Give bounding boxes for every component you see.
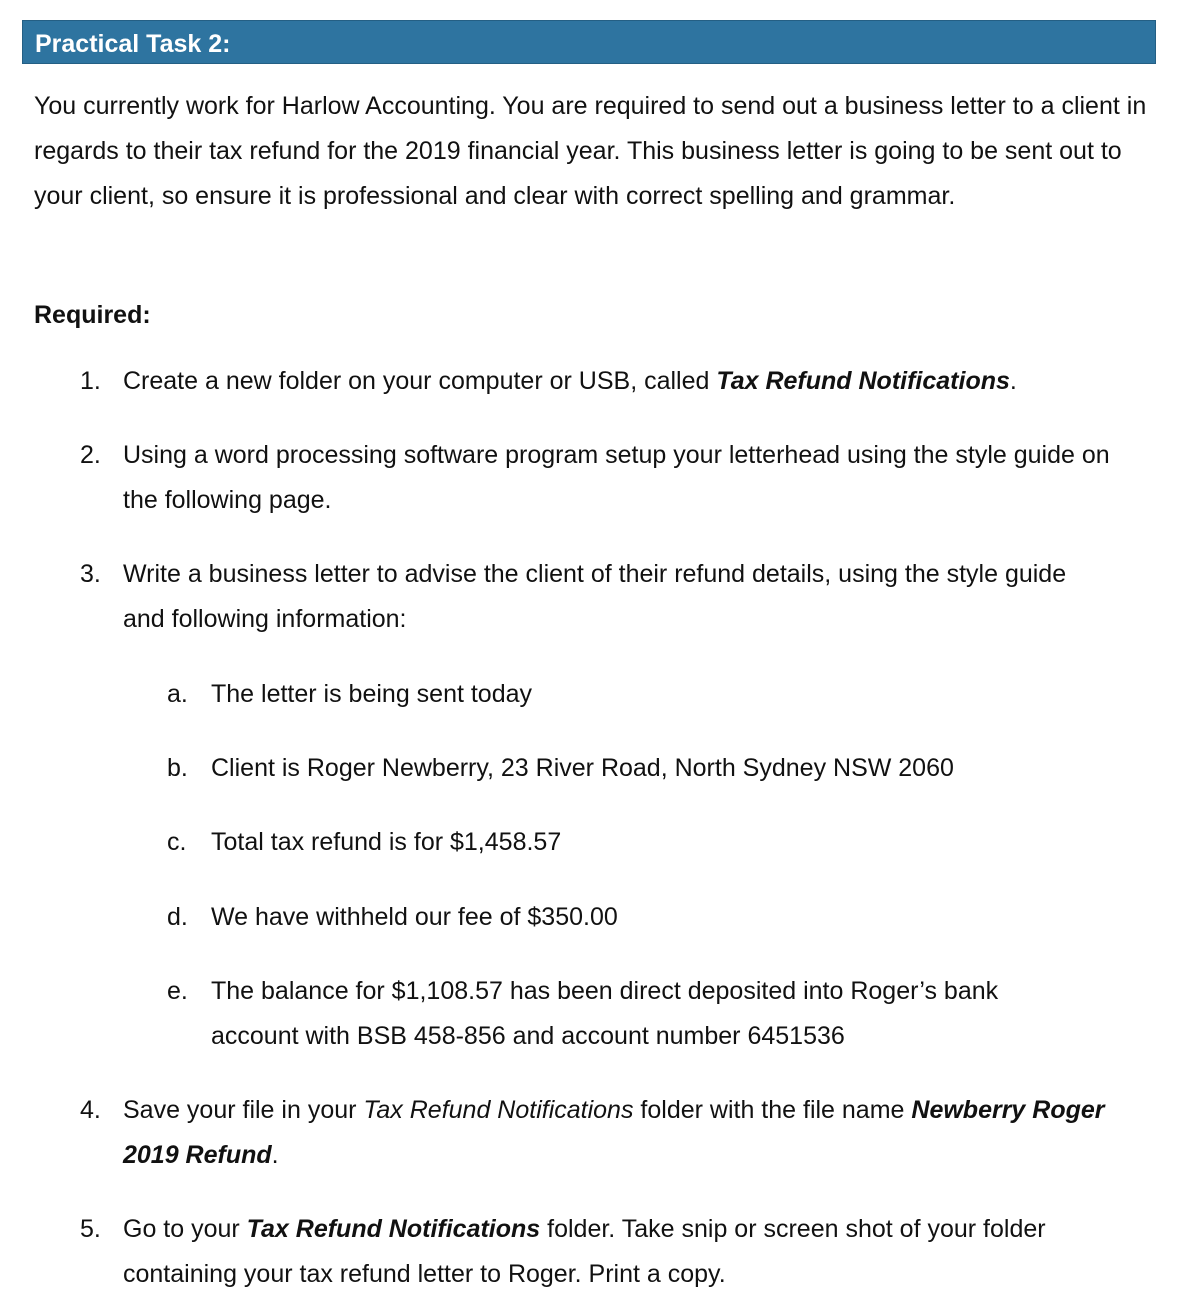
- step-number: 1.: [80, 367, 101, 395]
- subitem-text: Client is Roger Newberry, 23 River Road, North Sydney NSW 2060: [211, 754, 954, 782]
- subitem-letter: e.: [167, 977, 188, 1005]
- step-number: 2.: [80, 441, 101, 469]
- task-title: Practical Task 2:: [35, 30, 231, 58]
- subitem-letter: d.: [167, 903, 188, 931]
- step-text: Go to your Tax Refund Notifications folder. Take snip or screen shot of your folder containing your tax refund letter to Roger. Print a copy.: [123, 1215, 1046, 1288]
- task-title-bar: [22, 20, 1156, 64]
- subitem-text: The letter is being sent today: [211, 680, 533, 708]
- folder-name: Tax Refund Notifications: [246, 1215, 541, 1243]
- subitem-letter: a.: [167, 680, 188, 708]
- intro-paragraph: You currently work for Harlow Accounting. You are required to send out a business letter to a client in regards to their tax refund for the 2019 financial year. This business letter is going to be sent out to your client, so ensure it is professional and clear with correct spelling and grammar.: [34, 92, 1147, 210]
- step-text: Save your file in your Tax Refund Notifications folder with the file name Newberry Roger 2019 Refund.: [123, 1096, 1105, 1169]
- subitem-text: The balance for $1,108.57 has been direct deposited into Roger’s bank account with BSB 458-856 and account number 6451536: [211, 977, 999, 1050]
- file-name: Newberry Roger 2019 Refund: [123, 1096, 1105, 1169]
- required-heading: Required:: [34, 301, 151, 329]
- folder-name: Tax Refund Notifications: [716, 367, 1010, 395]
- step-text: Write a business letter to advise the client of their refund details, using the style guide and following information:: [123, 560, 1067, 633]
- step-number: 5.: [80, 1215, 101, 1243]
- subitem-letter: c.: [167, 828, 187, 856]
- folder-name: Tax Refund Notifications: [363, 1096, 634, 1124]
- step-text: Create a new folder on your computer or USB, called Tax Refund Notifications.: [123, 367, 1017, 395]
- step-text: Using a word processing software program setup your letterhead using the style guide on the following page.: [123, 441, 1110, 514]
- subitem-text: We have withheld our fee of $350.00: [211, 903, 618, 931]
- subitem-letter: b.: [167, 754, 188, 782]
- subitem-text: Total tax refund is for $1,458.57: [211, 828, 562, 856]
- step-number: 4.: [80, 1096, 101, 1124]
- step-number: 3.: [80, 560, 101, 588]
